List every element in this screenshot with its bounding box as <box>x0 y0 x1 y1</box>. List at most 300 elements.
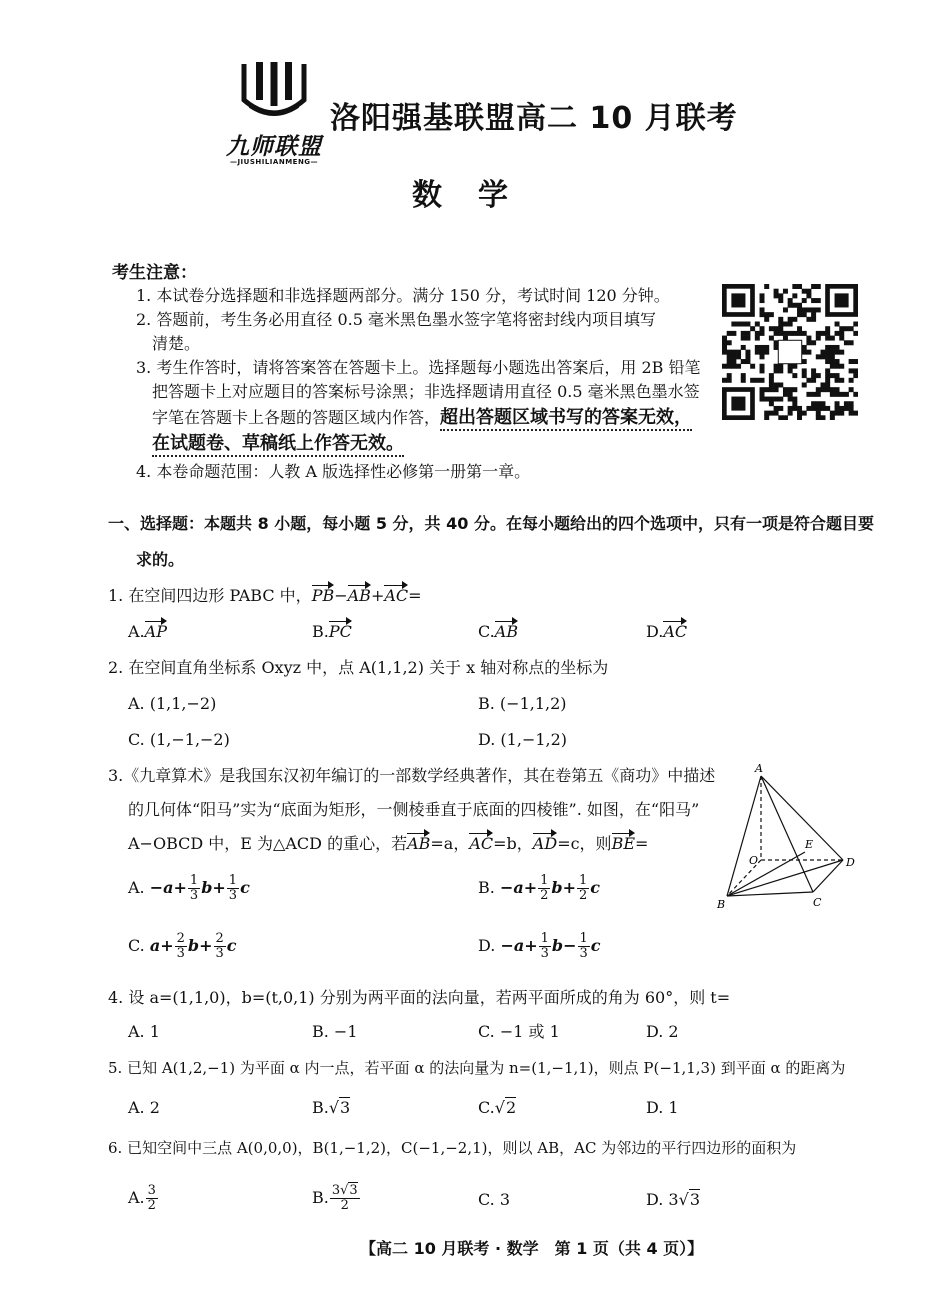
qr-module <box>760 298 765 303</box>
qr-module <box>802 359 807 364</box>
qr-module <box>722 378 727 383</box>
qr-module <box>820 406 825 411</box>
qr-module <box>760 368 765 373</box>
qr-module <box>835 401 840 406</box>
qr-module <box>760 326 765 331</box>
qr-module <box>731 350 736 355</box>
qr-module <box>774 326 779 331</box>
qr-module <box>816 415 821 420</box>
option-label: A. <box>128 1188 145 1207</box>
qr-module <box>830 411 835 416</box>
q3-option-a[interactable] <box>128 874 250 903</box>
qr-module <box>741 373 746 378</box>
qr-module <box>825 406 830 411</box>
qr-module <box>774 387 779 392</box>
qr-module <box>820 354 825 359</box>
qr-module <box>741 359 746 364</box>
qr-module <box>806 336 811 341</box>
qr-module <box>778 331 783 336</box>
qr-module <box>797 406 802 411</box>
option-label: A. <box>128 878 145 897</box>
qr-module <box>816 331 821 336</box>
qr-module <box>722 336 727 341</box>
qr-module <box>788 397 793 402</box>
numerator: 1 <box>579 931 588 946</box>
qr-module <box>778 406 783 411</box>
qr-module <box>806 350 811 355</box>
qr-module <box>849 406 854 411</box>
radicand: 3 <box>689 1190 700 1209</box>
qr-module <box>764 317 769 322</box>
option-term: −a+ <box>500 936 538 955</box>
q3-eq-end: = <box>635 834 649 853</box>
qr-module <box>825 378 830 383</box>
qr-module <box>731 364 736 369</box>
qr-module <box>825 368 830 373</box>
qr-module <box>835 364 840 369</box>
numerator: 1 <box>540 873 549 888</box>
qr-module <box>722 345 727 350</box>
qr-module <box>844 401 849 406</box>
qr-module <box>792 401 797 406</box>
question-3-line-1: 3.《九章算术》是我国东汉初年编订的一部数学经典著作，其在卷第五《商功》中描述 <box>108 766 716 785</box>
qr-module <box>844 340 849 345</box>
qr-module <box>825 354 830 359</box>
qr-module <box>820 350 825 355</box>
qr-module <box>741 345 746 350</box>
denominator: 2 <box>147 1198 156 1213</box>
qr-module <box>745 336 750 341</box>
fraction <box>539 932 551 961</box>
qr-module <box>792 364 797 369</box>
qr-module <box>727 350 732 355</box>
qr-module <box>788 298 793 303</box>
fraction <box>214 932 226 961</box>
qr-module <box>802 298 807 303</box>
qr-module <box>731 331 736 336</box>
qr-module <box>802 345 807 350</box>
qr-module <box>792 373 797 378</box>
qr-module <box>778 298 783 303</box>
qr-module <box>750 364 755 369</box>
exam-title: 洛阳强基联盟高二 10 月联考 <box>330 101 738 136</box>
qr-module <box>853 322 858 327</box>
qr-module <box>844 406 849 411</box>
qr-module <box>825 336 830 341</box>
qr-module <box>778 317 783 322</box>
qr-module <box>830 415 835 420</box>
radicand: 3 <box>340 1098 351 1117</box>
qr-module <box>741 378 746 383</box>
numerator: 3√3 <box>331 1183 358 1198</box>
qr-module <box>783 415 788 420</box>
qr-module <box>835 378 840 383</box>
qr-module <box>835 345 840 350</box>
qr-module <box>806 392 811 397</box>
qr-module <box>849 340 854 345</box>
subject-title: 数学 <box>412 178 544 213</box>
qr-module <box>816 411 821 416</box>
qr-module <box>792 303 797 308</box>
numerator: 3 <box>147 1183 156 1198</box>
question-2-stem: 2. 在空间直角坐标系 Oxyz 中，点 A(1,1,2) 关于 x 轴对称点的坐标为 <box>108 658 609 677</box>
option-label: B. <box>478 878 495 897</box>
qr-module <box>806 307 811 312</box>
qr-module <box>769 411 774 416</box>
q3-option-d[interactable] <box>478 932 601 961</box>
qr-module <box>820 401 825 406</box>
q2-option-d[interactable]: D. (1,−1,2) <box>478 730 568 749</box>
qr-module <box>853 411 858 416</box>
qr-module <box>727 364 732 369</box>
qr-module <box>844 392 849 397</box>
q3-eq-c: =c，则 <box>557 834 612 853</box>
option-term: b+ <box>201 878 226 897</box>
qr-module <box>806 340 811 345</box>
qr-module <box>835 392 840 397</box>
q1-option-d[interactable] <box>646 620 687 644</box>
notice-item-3d <box>152 432 404 456</box>
qr-module <box>760 331 765 336</box>
option-vector: AC <box>663 620 687 644</box>
q2-option-a[interactable]: A. (1,1,−2) <box>128 694 217 713</box>
fraction <box>330 1184 360 1213</box>
qr-module <box>830 345 835 350</box>
qr-module <box>774 397 779 402</box>
qr-module <box>835 350 840 355</box>
qr-module <box>741 331 746 336</box>
qr-finder <box>731 397 745 411</box>
option-label: D. <box>478 936 496 955</box>
qr-module <box>778 326 783 331</box>
numerator: 1 <box>189 873 199 888</box>
label-e: E <box>805 838 814 851</box>
q5-option-c[interactable]: C.√2 <box>478 1098 517 1117</box>
q6-option-a[interactable] <box>128 1184 159 1213</box>
denominator: 2 <box>540 888 549 903</box>
qr-module <box>825 373 830 378</box>
logo-text: 九师联盟 <box>226 134 322 160</box>
q2-option-b[interactable]: B. (−1,1,2) <box>478 694 567 713</box>
qr-module <box>830 387 835 392</box>
qr-module <box>760 293 765 298</box>
notice-item-3a: 3. 考生作答时，请将答案答在答题卡上。选择题每小题选出答案后，用 2B 铅笔 <box>136 358 701 377</box>
option-label: B. <box>312 622 329 641</box>
qr-module <box>760 350 765 355</box>
qr-module <box>769 312 774 317</box>
notice-item-1: 1. 本试卷分选择题和非选择题两部分。满分 150 分，考试时间 120 分钟。 <box>136 286 670 305</box>
qr-module <box>722 364 727 369</box>
vector-ab: AB <box>348 584 371 608</box>
question-4-stem: 4. 设 a=(1,1,0)，b=(t,0,1) 分别为两平面的法向量，若两平面所成的角为 60°，则 t= <box>108 988 731 1007</box>
qr-module <box>820 331 825 336</box>
qr-module <box>802 307 807 312</box>
numerator: 1 <box>540 931 549 946</box>
qr-module <box>816 387 821 392</box>
denominator: 3 <box>228 888 238 903</box>
qr-module <box>755 331 760 336</box>
qr-module <box>820 387 825 392</box>
qr-module <box>797 411 802 416</box>
denominator: 2 <box>340 1198 349 1213</box>
denominator: 3 <box>215 946 224 961</box>
qr-module <box>802 350 807 355</box>
q1-option-a[interactable] <box>128 620 167 644</box>
qr-module <box>816 401 821 406</box>
qr-module <box>797 307 802 312</box>
q1-op1: − <box>334 586 348 605</box>
qr-module <box>816 373 821 378</box>
fraction <box>538 874 550 903</box>
q1-option-b[interactable] <box>312 620 352 644</box>
qr-module <box>764 411 769 416</box>
qr-module <box>792 284 797 289</box>
qr-module <box>778 364 783 369</box>
qr-module <box>797 331 802 336</box>
qr-module <box>825 326 830 331</box>
qr-module <box>811 373 816 378</box>
qr-module <box>825 359 830 364</box>
denominator: 2 <box>579 888 588 903</box>
qr-module <box>811 307 816 312</box>
qr-module <box>853 368 858 373</box>
qr-module <box>835 373 840 378</box>
qr-module <box>825 331 830 336</box>
q6-option-b[interactable] <box>312 1184 361 1213</box>
qr-module <box>760 387 765 392</box>
qr-module <box>774 382 779 387</box>
qr-module <box>727 354 732 359</box>
numerator: 1 <box>579 873 588 888</box>
qr-module <box>778 397 783 402</box>
pyramid-figure <box>715 760 865 910</box>
qr-module <box>830 354 835 359</box>
qr-module <box>774 368 779 373</box>
qr-module <box>760 378 765 383</box>
qr-module <box>783 307 788 312</box>
option-label: D. <box>646 622 664 641</box>
qr-module <box>755 378 760 383</box>
qr-module <box>849 368 854 373</box>
qr-module <box>811 406 816 411</box>
qr-module <box>811 401 816 406</box>
section-heading: 一、选择题：本题共 8 小题，每小题 5 分，共 40 分。在每小题给出的四个选项中，只有一项是符合题目要 <box>108 514 874 533</box>
q6-option-c[interactable]: C. 3 <box>478 1190 511 1209</box>
q6-option-d[interactable]: D. 3√3 <box>646 1190 700 1209</box>
fraction <box>577 874 589 903</box>
qr-module <box>788 331 793 336</box>
qr-module <box>727 340 732 345</box>
vector-ac: AC <box>384 584 408 608</box>
q3-eq-a: =a， <box>430 834 470 853</box>
qr-module <box>835 359 840 364</box>
qr-module <box>741 322 746 327</box>
q5-option-a[interactable]: A. 2 <box>128 1098 160 1117</box>
fraction <box>175 932 187 961</box>
qr-module <box>839 364 844 369</box>
qr-module <box>760 392 765 397</box>
numerator: 1 <box>228 873 238 888</box>
qr-module <box>788 411 793 416</box>
page-footer: 【高二 10 月联考 · 数学 第 1 页（共 4 页）】 <box>360 1239 704 1258</box>
qr-module <box>797 284 802 289</box>
qr-module <box>736 350 741 355</box>
q2-option-c[interactable]: C. (1,−1,−2) <box>128 730 230 749</box>
fraction <box>227 874 239 903</box>
qr-finder <box>835 293 849 307</box>
option-term: a+ <box>149 936 174 955</box>
qr-module <box>788 392 793 397</box>
qr-module <box>835 331 840 336</box>
qr-module <box>755 350 760 355</box>
qr-module <box>816 354 821 359</box>
qr-module <box>835 387 840 392</box>
qr-module <box>806 293 811 298</box>
qr-module <box>797 312 802 317</box>
qr-module <box>844 326 849 331</box>
q3-option-c[interactable] <box>128 932 237 961</box>
denominator: 3 <box>540 946 549 961</box>
qr-module <box>736 354 741 359</box>
q4-option-d[interactable]: D. 2 <box>646 1022 679 1041</box>
qr-center-logo <box>778 340 801 363</box>
qr-module <box>778 368 783 373</box>
option-term: b+ <box>551 878 576 897</box>
qr-module <box>830 373 835 378</box>
qr-module <box>722 350 727 355</box>
qr-module <box>778 415 783 420</box>
qr-module <box>764 415 769 420</box>
qr-module <box>760 354 765 359</box>
qr-module <box>741 336 746 341</box>
qr-module <box>731 354 736 359</box>
q4-option-b[interactable]: B. −1 <box>312 1022 358 1041</box>
qr-module <box>825 387 830 392</box>
qr-module <box>820 415 825 420</box>
qr-module <box>783 387 788 392</box>
qr-module <box>820 382 825 387</box>
qr-module <box>839 326 844 331</box>
option-term: b+ <box>187 936 213 955</box>
qr-module <box>788 387 793 392</box>
q5-option-b[interactable]: B.√3 <box>312 1098 351 1117</box>
qr-module <box>802 368 807 373</box>
qr-module <box>745 322 750 327</box>
qr-module <box>774 364 779 369</box>
qr-module <box>797 326 802 331</box>
option-term: c <box>590 936 601 955</box>
qr-module <box>802 331 807 336</box>
qr-module <box>745 331 750 336</box>
qr-module <box>760 312 765 317</box>
qr-module <box>797 303 802 308</box>
option-label: B. <box>312 1188 329 1207</box>
logo-subtext: —JIUSHILIANMENG— <box>229 158 319 166</box>
qr-module <box>778 322 783 327</box>
option-label: C. <box>478 622 495 641</box>
qr-module <box>839 411 844 416</box>
qr-module <box>750 326 755 331</box>
qr-module <box>750 378 755 383</box>
vector-ab: AB <box>407 832 430 856</box>
qr-module <box>792 331 797 336</box>
qr-module <box>802 382 807 387</box>
qr-module <box>774 331 779 336</box>
qr-module <box>811 284 816 289</box>
q5-option-d[interactable]: D. 1 <box>646 1098 679 1117</box>
qr-module <box>811 378 816 383</box>
qr-module <box>816 307 821 312</box>
qr-module <box>811 392 816 397</box>
qr-module <box>825 350 830 355</box>
qr-module <box>783 331 788 336</box>
qr-module <box>769 373 774 378</box>
notice-item-4: 4. 本卷命题范围：人教 A 版选择性必修第一册第一章。 <box>136 462 531 481</box>
qr-module <box>769 326 774 331</box>
qr-module <box>853 331 858 336</box>
qr-module <box>816 298 821 303</box>
option-vector: PC <box>329 620 352 644</box>
qr-code[interactable] <box>722 284 858 420</box>
qr-module <box>722 340 727 345</box>
label-o: O <box>749 854 759 867</box>
qr-module <box>802 411 807 416</box>
qr-module <box>760 397 765 402</box>
qr-module <box>727 359 732 364</box>
notice-heading: 考生注意： <box>112 263 197 283</box>
q4-option-c[interactable]: C. −1 或 1 <box>478 1022 560 1041</box>
fraction <box>188 874 200 903</box>
qr-module <box>760 364 765 369</box>
q3-option-b[interactable] <box>478 874 600 903</box>
option-vector: AB <box>495 620 518 644</box>
qr-module <box>783 289 788 294</box>
q1-text: 1. 在空间四边形 PABC 中， <box>108 586 312 605</box>
qr-module <box>778 293 783 298</box>
radicand: 2 <box>505 1098 517 1117</box>
option-label: C. <box>128 936 145 955</box>
notice-item-3b: 把答题卡上对应题目的答案标号涂黑；非选择题请用直径 0.5 毫米黑色墨水签 <box>152 382 700 401</box>
section-heading-cont: 求的。 <box>136 550 185 569</box>
question-1-stem <box>108 584 422 608</box>
qr-module <box>788 322 793 327</box>
q1-option-c[interactable] <box>478 620 518 644</box>
qr-module <box>755 322 760 327</box>
qr-module <box>783 392 788 397</box>
qr-module <box>774 411 779 416</box>
q4-option-a[interactable]: A. 1 <box>128 1022 160 1041</box>
qr-module <box>788 303 793 308</box>
qr-module <box>816 406 821 411</box>
qr-module <box>839 331 844 336</box>
qr-module <box>727 331 732 336</box>
radicand: 3 <box>349 1183 358 1198</box>
qr-module <box>760 307 765 312</box>
qr-module <box>835 322 840 327</box>
qr-module <box>736 322 741 327</box>
qr-module <box>764 350 769 355</box>
qr-module <box>769 397 774 402</box>
option-term: −a+ <box>499 878 538 897</box>
qr-module <box>745 359 750 364</box>
qr-module <box>769 382 774 387</box>
option-term: c <box>240 878 250 897</box>
vector-ac: AC <box>469 832 493 856</box>
qr-finder <box>731 293 745 307</box>
qr-module <box>764 387 769 392</box>
qr-module <box>727 373 732 378</box>
qr-module <box>849 326 854 331</box>
